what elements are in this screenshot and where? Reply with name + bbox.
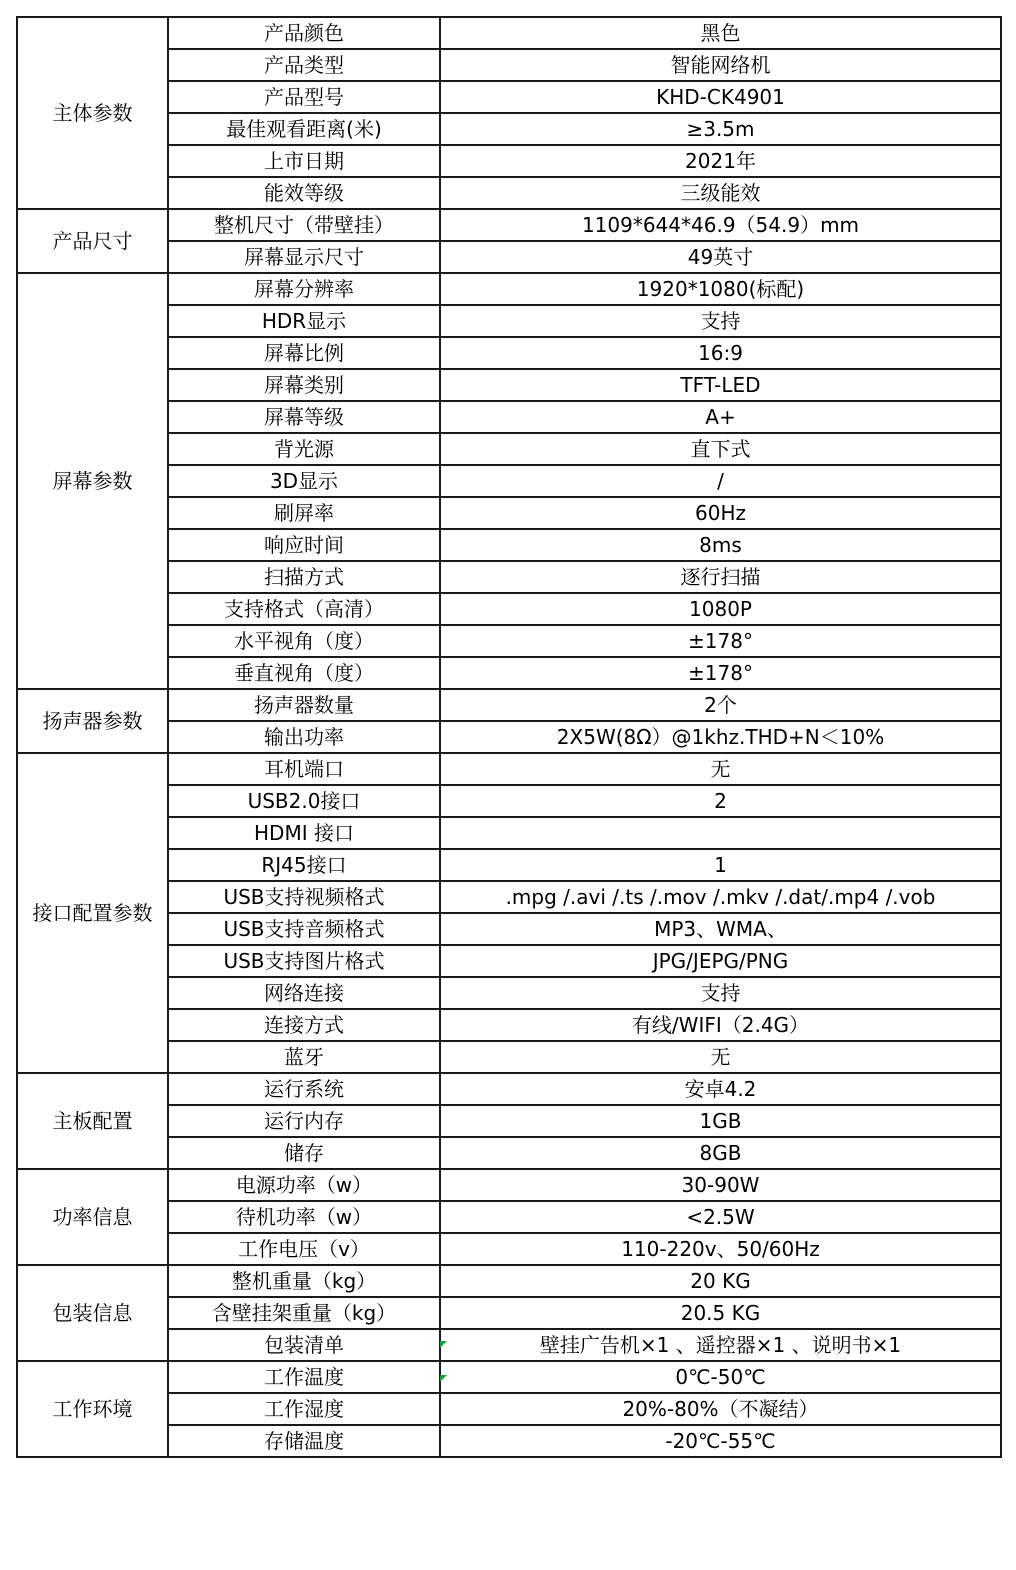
spec-value: 安卓4.2 (440, 1073, 1001, 1105)
spec-value: 1GB (440, 1105, 1001, 1137)
spec-value: 1109*644*46.9（54.9）mm (440, 209, 1001, 241)
spec-label: 整机尺寸（带壁挂） (168, 209, 440, 241)
spec-label: 工作湿度 (168, 1393, 440, 1425)
spec-value: A+ (440, 401, 1001, 433)
spec-value: 20.5 KG (440, 1297, 1001, 1329)
group-label: 主板配置 (17, 1073, 168, 1169)
spec-value: 16:9 (440, 337, 1001, 369)
spec-label: 3D显示 (168, 465, 440, 497)
spec-value: 2X5W(8Ω）@1khz.THD+N＜10% (440, 721, 1001, 753)
group-label: 包装信息 (17, 1265, 168, 1361)
spec-label: 储存 (168, 1137, 440, 1169)
spec-label: 产品型号 (168, 81, 440, 113)
spec-label: HDR显示 (168, 305, 440, 337)
group-label: 主体参数 (17, 17, 168, 209)
spec-value: -20℃-55℃ (440, 1425, 1001, 1457)
spec-label: 屏幕显示尺寸 (168, 241, 440, 273)
spec-value: JPG/JEPG/PNG (440, 945, 1001, 977)
spec-label: 蓝牙 (168, 1041, 440, 1073)
spec-label: HDMI 接口 (168, 817, 440, 849)
spec-label: 扫描方式 (168, 561, 440, 593)
spec-value: TFT-LED (440, 369, 1001, 401)
table-row (17, 17, 1001, 49)
spec-value: 110-220v、50/60Hz (440, 1233, 1001, 1265)
spec-value: 逐行扫描 (440, 561, 1001, 593)
spec-label: 垂直视角（度） (168, 657, 440, 689)
spec-label: 包装清单 (168, 1329, 440, 1361)
table-row (17, 1361, 1001, 1393)
spec-label: USB支持视频格式 (168, 881, 440, 913)
group-label: 扬声器参数 (17, 689, 168, 753)
table-row (17, 689, 1001, 721)
spec-value: 2个 (440, 689, 1001, 721)
spec-label: 背光源 (168, 433, 440, 465)
spec-label: 水平视角（度） (168, 625, 440, 657)
table-row (17, 209, 1001, 241)
spec-label: 含壁挂架重量（kg） (168, 1297, 440, 1329)
spec-value: 20 KG (440, 1265, 1001, 1297)
spec-value: 20%-80%（不凝结） (440, 1393, 1001, 1425)
spec-label: 耳机端口 (168, 753, 440, 785)
table-row (17, 1265, 1001, 1297)
spec-label: 运行内存 (168, 1105, 440, 1137)
spec-label: 存储温度 (168, 1425, 440, 1457)
spec-label: 连接方式 (168, 1009, 440, 1041)
spec-value: 黑色 (440, 17, 1001, 49)
cell-comment-marker (440, 1341, 447, 1348)
spec-value: 支持 (440, 977, 1001, 1009)
spec-label: 待机功率（w） (168, 1201, 440, 1233)
spec-value: 2021年 (440, 145, 1001, 177)
spec-value: 无 (440, 1041, 1001, 1073)
table-row (17, 753, 1001, 785)
spec-value: ±178° (440, 657, 1001, 689)
group-label: 产品尺寸 (17, 209, 168, 273)
spec-label: 屏幕类别 (168, 369, 440, 401)
spec-table (16, 16, 1002, 1458)
spec-value: 直下式 (440, 433, 1001, 465)
spec-value: 0℃-50℃ (440, 1361, 1001, 1393)
spec-value: ≥3.5m (440, 113, 1001, 145)
spec-value: / (440, 465, 1001, 497)
spec-value: ±178° (440, 625, 1001, 657)
group-label: 功率信息 (17, 1169, 168, 1265)
spec-label: 运行系统 (168, 1073, 440, 1105)
spec-label: 输出功率 (168, 721, 440, 753)
spec-value: 1 (440, 849, 1001, 881)
spec-label: 工作温度 (168, 1361, 440, 1393)
spec-value: 1920*1080(标配) (440, 273, 1001, 305)
spec-label: 刷屏率 (168, 497, 440, 529)
spec-label: 扬声器数量 (168, 689, 440, 721)
spec-value: 30-90W (440, 1169, 1001, 1201)
spec-value (440, 817, 1001, 849)
group-label: 屏幕参数 (17, 273, 168, 689)
spec-label: 屏幕分辨率 (168, 273, 440, 305)
spec-value: 无 (440, 753, 1001, 785)
spec-label: 电源功率（w） (168, 1169, 440, 1201)
group-label: 工作环境 (17, 1361, 168, 1457)
spec-label: 屏幕等级 (168, 401, 440, 433)
spec-label: 能效等级 (168, 177, 440, 209)
spec-value: 49英寸 (440, 241, 1001, 273)
spec-value: 8ms (440, 529, 1001, 561)
spec-value: MP3、WMA、 (440, 913, 1001, 945)
spec-label: 响应时间 (168, 529, 440, 561)
spec-label: 屏幕比例 (168, 337, 440, 369)
spec-value: .mpg /.avi /.ts /.mov /.mkv /.dat/.mp4 /.vob (440, 881, 1001, 913)
table-row (17, 273, 1001, 305)
spec-label: 支持格式（高清） (168, 593, 440, 625)
spec-value: 智能网络机 (440, 49, 1001, 81)
spec-label: USB支持图片格式 (168, 945, 440, 977)
spec-label: 工作电压（v） (168, 1233, 440, 1265)
spec-label: 整机重量（kg） (168, 1265, 440, 1297)
spec-label: USB支持音频格式 (168, 913, 440, 945)
table-row (17, 1169, 1001, 1201)
spec-value: <2.5W (440, 1201, 1001, 1233)
spec-value: 壁挂广告机×1 、遥控器×1 、说明书×1 (440, 1329, 1001, 1361)
spec-value: 60Hz (440, 497, 1001, 529)
spec-label: USB2.0接口 (168, 785, 440, 817)
spec-label: RJ45接口 (168, 849, 440, 881)
spec-table-body (17, 17, 1001, 1457)
cell-comment-marker (440, 1375, 447, 1382)
spec-value: 三级能效 (440, 177, 1001, 209)
spec-label: 网络连接 (168, 977, 440, 1009)
spec-label: 产品颜色 (168, 17, 440, 49)
spec-label: 上市日期 (168, 145, 440, 177)
spec-value: KHD-CK4901 (440, 81, 1001, 113)
spec-label: 最佳观看距离(米) (168, 113, 440, 145)
spec-value: 有线/WIFI（2.4G） (440, 1009, 1001, 1041)
table-row (17, 1073, 1001, 1105)
spec-value: 1080P (440, 593, 1001, 625)
spec-value: 支持 (440, 305, 1001, 337)
spec-value: 2 (440, 785, 1001, 817)
spec-value: 8GB (440, 1137, 1001, 1169)
spec-label: 产品类型 (168, 49, 440, 81)
group-label: 接口配置参数 (17, 753, 168, 1073)
